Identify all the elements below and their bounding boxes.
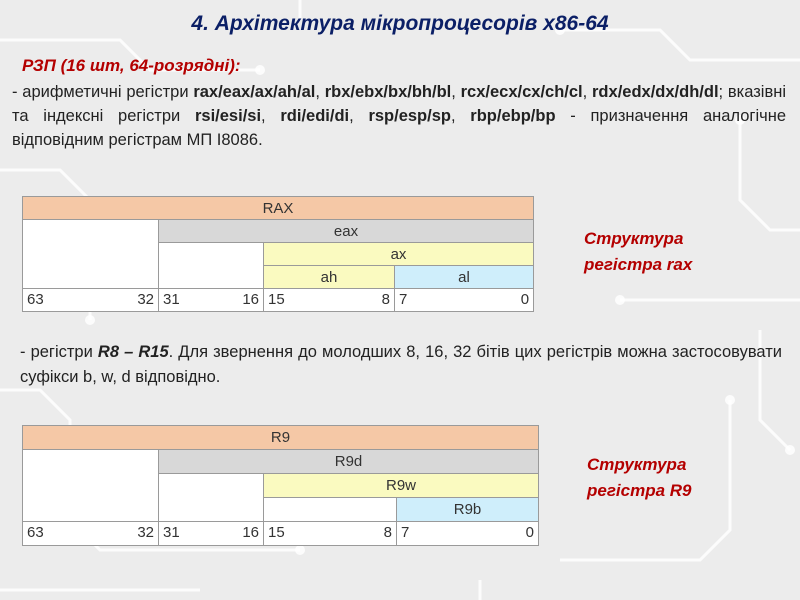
eax-cell: eax (159, 220, 534, 243)
para2-text: . Для звернення до молодших 8, 16, 32 бітів цих регістрів можна застосовувати суфікси b, w, d відповідно. (20, 343, 782, 386)
caption-line: Структура (587, 455, 687, 474)
bit-label: 7 (401, 524, 410, 541)
r9-structure-table (22, 425, 539, 546)
bit-label: 15 (268, 291, 285, 308)
r9-cell: R9 (23, 426, 539, 450)
table-row (23, 220, 534, 243)
r9d-cell: R9d (159, 450, 539, 474)
reg-group-rax: rax/eax/ax/ah/al (193, 83, 316, 101)
caption-line: регістра rax (584, 255, 693, 274)
reg-group-rdx: rdx/edx/dx/dh/dl (592, 83, 719, 101)
para2-text: - регістри (20, 343, 98, 361)
bit-label: 32 (137, 291, 154, 308)
bits-31-16 (159, 289, 264, 312)
para1-sep: , (450, 107, 471, 125)
para1-sep: , (261, 107, 281, 125)
bit-label: 63 (27, 291, 44, 308)
bit-label: 15 (268, 524, 285, 541)
caption-line: регістра R9 (587, 481, 692, 500)
bit-label: 31 (163, 291, 180, 308)
bits-15-8 (264, 522, 397, 546)
reg-group-rsp: rsp/esp/sp (368, 107, 451, 125)
r9w-cell: R9w (264, 474, 539, 498)
table-row (23, 426, 539, 450)
blank-cell (159, 243, 264, 289)
subtitle: РЗП (16 шт, 64-розрядні): (22, 56, 241, 75)
table-row (23, 522, 539, 546)
caption-line: Структура (584, 229, 684, 248)
bit-label: 0 (520, 291, 530, 308)
caption-r9 (587, 452, 692, 504)
bit-label: 32 (137, 524, 154, 541)
bit-label: 7 (399, 291, 408, 308)
slide-title: 4. Архітектура мікропроцесорів x86-64 (191, 12, 609, 35)
blank-cell (159, 474, 264, 522)
reg-range: R8 – R15 (97, 343, 169, 361)
caption-rax (584, 226, 692, 278)
para1-sep: , (315, 83, 325, 101)
ah-cell: ah (264, 266, 395, 289)
blank-cell (23, 450, 159, 522)
para1-text: - призначення аналогічне відповідним регістрам МП I8086. (12, 107, 786, 149)
ax-cell: ax (264, 243, 534, 266)
bit-label: 16 (242, 524, 259, 541)
bit-label: 8 (383, 524, 392, 541)
bit-label: 63 (27, 524, 44, 541)
table-row (23, 197, 534, 220)
reg-group-rbp: rbp/ebp/bp (470, 107, 556, 125)
bit-label: 31 (163, 524, 180, 541)
bits-31-16 (159, 522, 264, 546)
al-cell: al (395, 266, 534, 289)
bit-label: 0 (525, 524, 534, 541)
rax-structure-table (22, 196, 534, 312)
para1-sep: , (451, 83, 461, 101)
para1-sep: , (582, 83, 593, 101)
blank-cell (23, 220, 159, 289)
reg-group-rdi: rdi/edi/di (280, 107, 350, 125)
rax-cell: RAX (23, 197, 534, 220)
reg-group-rbx: rbx/ebx/bx/bh/bl (324, 83, 452, 101)
bits-63-32 (23, 522, 159, 546)
bits-7-0 (397, 522, 539, 546)
reg-group-rsi: rsi/esi/si (194, 107, 262, 125)
bits-15-8 (264, 289, 395, 312)
paragraph-r8-r15 (20, 340, 782, 390)
para1-text: - арифметичні регістри (12, 83, 194, 101)
para1-sep: , (349, 107, 369, 125)
table-row (23, 450, 539, 474)
bits-63-32 (23, 289, 159, 312)
paragraph-gpr (12, 80, 786, 152)
para1-text: ; вказівні та індексні регістри (12, 83, 787, 125)
bit-label: 16 (242, 291, 259, 308)
bit-label: 8 (381, 291, 390, 308)
bits-7-0 (395, 289, 534, 312)
reg-group-rcx: rcx/ecx/cx/ch/cl (460, 83, 583, 101)
r9b-cell: R9b (397, 498, 539, 522)
table-row (23, 289, 534, 312)
blank-cell (264, 498, 397, 522)
